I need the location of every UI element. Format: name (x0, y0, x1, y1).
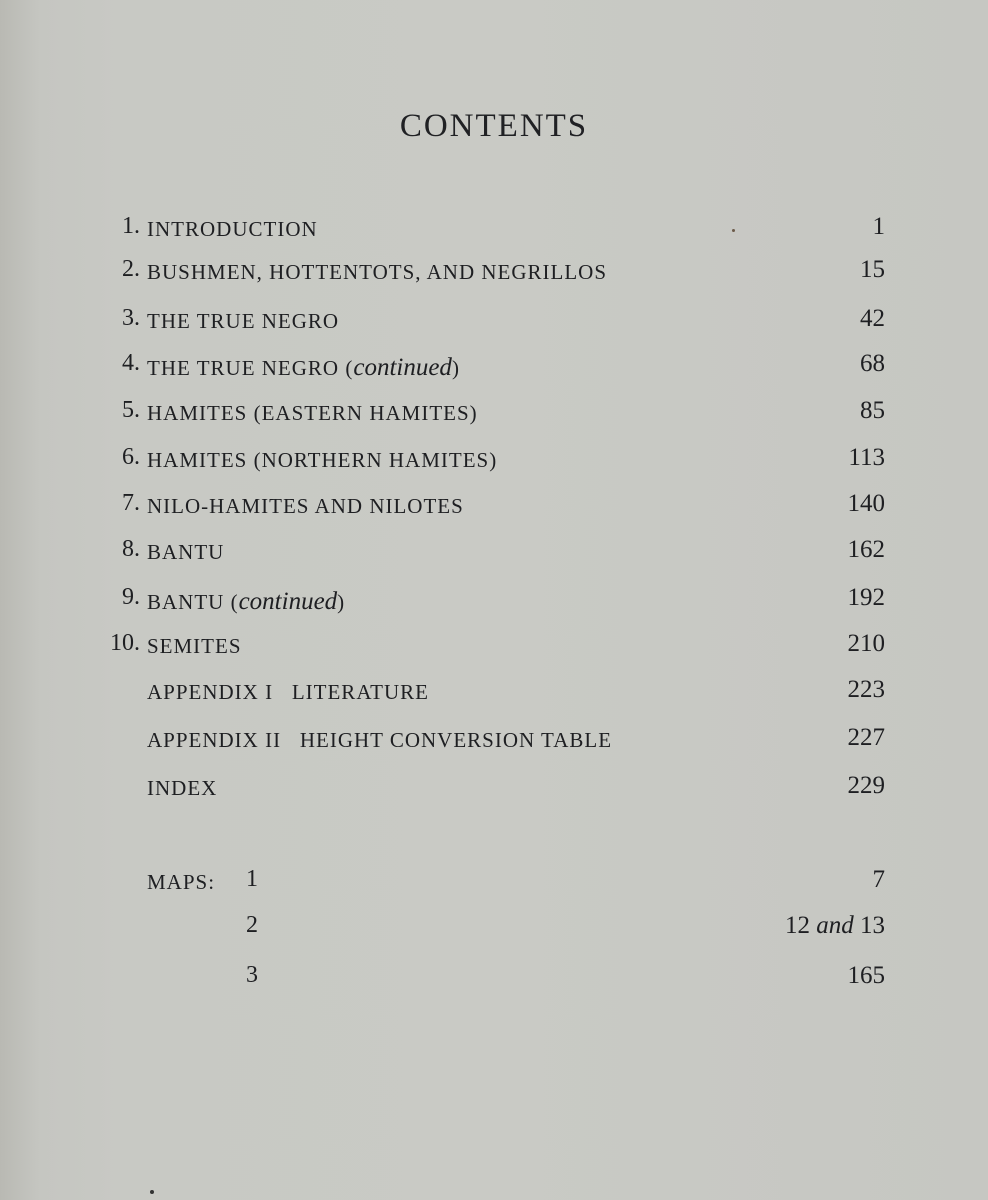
page-number: 165 (847, 962, 885, 989)
chapter-title-italic: continued (238, 588, 338, 615)
page-number-b: 13 (860, 912, 885, 939)
chapter-title-suffix: ) (337, 590, 346, 614)
page-number: 85 (860, 397, 885, 424)
map-number: 1 (246, 866, 258, 892)
map-number: 2 (246, 912, 258, 938)
maps-entry (0, 912, 988, 952)
chapter-number: 5. (122, 397, 140, 423)
maps-label: MAPS: (147, 870, 216, 894)
page-title: CONTENTS (399, 108, 589, 144)
toc-entry-appendix (0, 724, 988, 764)
chapter-title-text: BANTU ( (147, 590, 239, 614)
chapter-number: 8. (122, 536, 140, 562)
chapter-number: 4. (122, 350, 140, 376)
map-number: 3 (246, 962, 258, 988)
toc-entry (0, 490, 988, 530)
chapter-number: 9. (122, 584, 140, 610)
chapter-title: INTRODUCTION (147, 217, 318, 241)
page-number: 162 (847, 536, 885, 563)
chapter-title: BUSHMEN, HOTTENTOTS, AND NEGRILLOS (147, 260, 608, 284)
toc-entry (0, 305, 988, 345)
appendix-title: APPENDIX II HEIGHT CONVERSION TABLE (147, 728, 613, 752)
paper-speck (732, 229, 735, 232)
page-number: 223 (847, 676, 885, 703)
and-text: and (816, 912, 854, 939)
chapter-title (147, 354, 460, 382)
chapter-title: NILO-HAMITES AND NILOTES (147, 494, 464, 518)
page-number: 15 (860, 256, 885, 283)
chapter-number: 1. (122, 213, 140, 239)
toc-entry-appendix (0, 676, 988, 716)
chapter-title: THE TRUE NEGRO (147, 309, 340, 333)
page-number: 68 (860, 350, 885, 377)
toc-entry (0, 536, 988, 576)
toc-entry (0, 584, 988, 624)
page-number: 229 (847, 772, 885, 799)
page-number: 227 (847, 724, 885, 751)
chapter-number: 7. (122, 490, 140, 516)
toc-entry (0, 350, 988, 390)
chapter-number: 10. (110, 630, 140, 656)
maps-entry (0, 866, 988, 906)
paper-speck (150, 1190, 154, 1194)
toc-entry (0, 397, 988, 437)
page-number: 210 (847, 630, 885, 657)
chapter-title-text: THE TRUE NEGRO ( (147, 356, 354, 380)
chapter-title: HAMITES (EASTERN HAMITES) (147, 401, 478, 425)
page-number: 1 (872, 213, 885, 240)
chapter-title: BANTU (147, 540, 225, 564)
chapter-title-suffix: ) (451, 356, 460, 380)
chapter-title-italic: continued (353, 354, 452, 381)
chapter-title: SEMITES (147, 634, 242, 658)
toc-entry (0, 444, 988, 484)
toc-entry (0, 256, 988, 296)
page-number: 192 (847, 584, 885, 611)
chapter-title: HAMITES (NORTHERN HAMITES) (147, 448, 498, 472)
page-number: 113 (848, 444, 885, 471)
toc-entry (0, 213, 988, 253)
page-number-range (785, 912, 885, 940)
page-number-a: 12 (785, 912, 810, 939)
page-number: 42 (860, 305, 885, 332)
toc-entry (0, 630, 988, 670)
page-number: 140 (847, 490, 885, 517)
index-title: INDEX (147, 776, 218, 800)
toc-entry-index (0, 772, 988, 812)
chapter-number: 2. (122, 256, 140, 282)
chapter-number: 3. (122, 305, 140, 331)
chapter-title (147, 588, 345, 616)
page-number: 7 (872, 866, 885, 893)
chapter-number: 6. (122, 444, 140, 470)
maps-entry (0, 962, 988, 1002)
appendix-title: APPENDIX I LITERATURE (147, 680, 429, 704)
